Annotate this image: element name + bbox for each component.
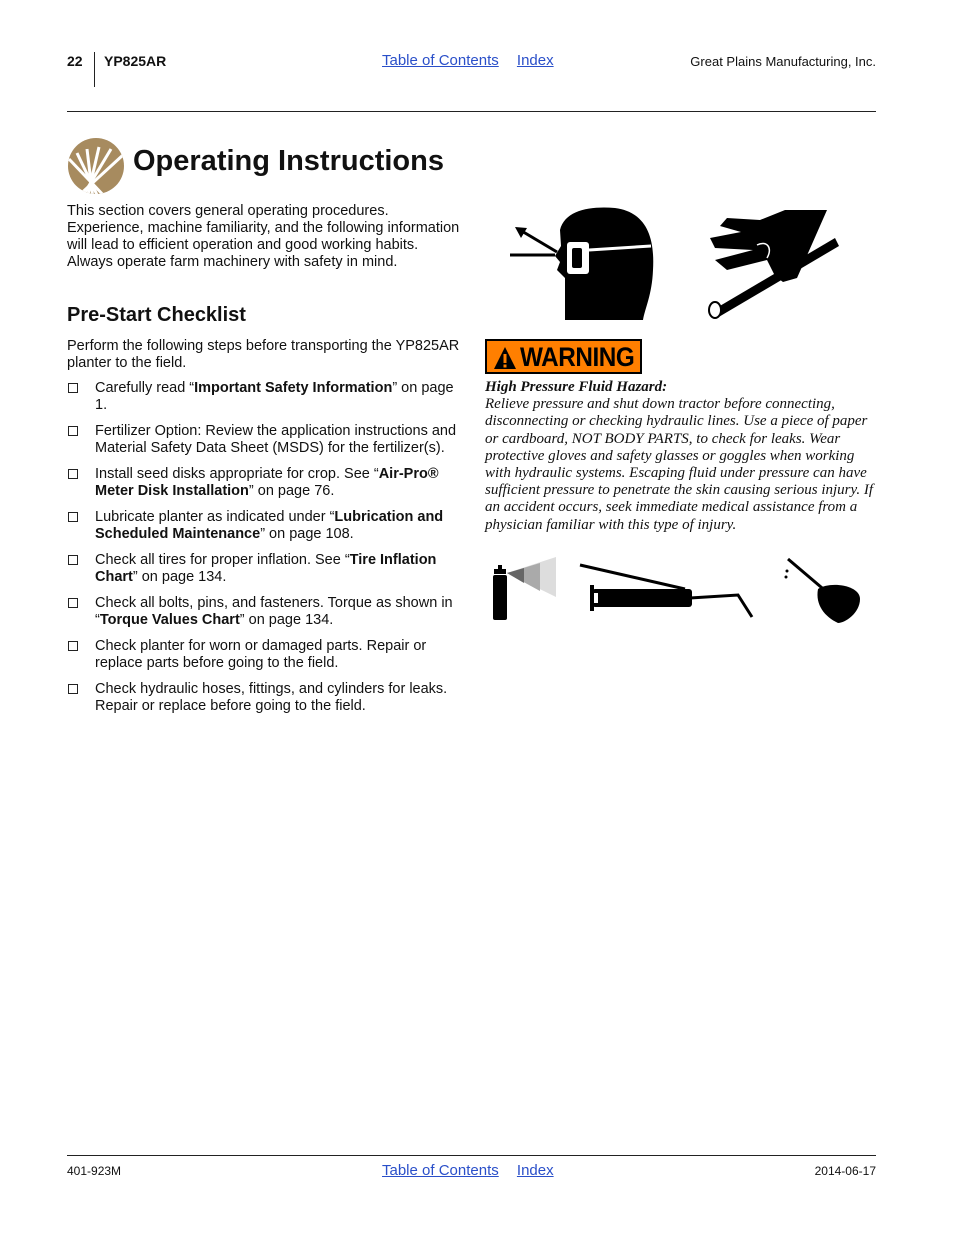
hand-hydraulic-leak-icon bbox=[709, 210, 839, 318]
footer-nav bbox=[382, 1162, 568, 1179]
toc-link[interactable]: Table of Contents bbox=[382, 52, 499, 69]
checkbox-icon bbox=[68, 512, 78, 522]
oil-can-icon bbox=[785, 559, 861, 623]
safety-glasses-head-icon bbox=[510, 208, 653, 320]
checklist-item: Check all tires for proper inflation. See “Tire Inflation Chart” on page 134. bbox=[67, 552, 462, 586]
checkbox-icon bbox=[68, 469, 78, 479]
page-title: Operating Instructions bbox=[133, 145, 444, 177]
checklist-item: Check all bolts, pins, and fasteners. Torque as shown in “Torque Values Chart” on page 134. bbox=[67, 595, 462, 629]
page-number: 22 bbox=[67, 53, 83, 69]
spray-can-icon bbox=[493, 557, 556, 620]
section-heading: Pre-Start Checklist bbox=[67, 304, 246, 326]
great-plains-logo-icon bbox=[67, 137, 125, 195]
publish-date: 2014-06-17 bbox=[814, 1164, 876, 1178]
hazard-title: High Pressure Fluid Hazard: bbox=[485, 379, 668, 395]
checkbox-icon bbox=[68, 684, 78, 694]
checkbox-icon bbox=[68, 598, 78, 608]
checklist-item: Install seed disks appropriate for crop. See “Air-Pro® Meter Disk Installation” on page 76. bbox=[67, 466, 462, 500]
model-name: YP825AR bbox=[104, 53, 167, 69]
checkbox-icon bbox=[68, 641, 78, 651]
checklist-item: Carefully read “Important Safety Information” on page 1. bbox=[67, 380, 462, 414]
header-divider bbox=[94, 52, 95, 87]
checklist-item: Fertilizer Option: Review the application instructions and Material Safety Data Sheet (MSDS) for the fertilizer(s). bbox=[67, 423, 462, 457]
checklist-lead: Perform the following steps before transporting the YP825AR planter to the field. bbox=[67, 338, 460, 371]
warning-label bbox=[485, 339, 642, 374]
index-link[interactable]: Index bbox=[516, 52, 554, 69]
company-name: Great Plains Manufacturing, Inc. bbox=[690, 54, 876, 69]
safety-illustrations bbox=[505, 200, 845, 325]
intro-paragraph: This section covers general operating procedures. Experience, machine familiarity, and the following information will lead to efficient operation and good working habits. Always operate farm machinery with safety in mind. bbox=[67, 203, 460, 270]
header-nav bbox=[382, 52, 568, 69]
index-link[interactable]: Index bbox=[516, 1162, 554, 1179]
checkbox-icon bbox=[68, 383, 78, 393]
hazard-text: Relieve pressure and shut down tractor before connecting, disconnecting or checking hydraulic lines. Use a piece of paper or cardboard, NOT BODY PARTS, to check for leaks. Wear protective gloves and safety glasses or goggles when working with hydraulic systems. Escaping fluid under pressure can have sufficient pressure to penetrate the skin causing serious injury. If an accident occurs, seek immediate medical assistance from a physician familiar with this type of injury. bbox=[485, 396, 874, 533]
grease-gun-icon bbox=[580, 565, 752, 617]
checklist-item: Check planter for worn or damaged parts. Repair or replace parts before going to the field. bbox=[67, 638, 462, 672]
checkbox-icon bbox=[68, 426, 78, 436]
checklist-item: Check hydraulic hoses, fittings, and cylinders for leaks. Repair or replace before going to the field. bbox=[67, 681, 462, 715]
header-rule bbox=[67, 111, 876, 112]
pre-start-checklist bbox=[67, 380, 462, 724]
toc-link[interactable]: Table of Contents bbox=[382, 1162, 499, 1179]
doc-number: 401-923M bbox=[67, 1164, 122, 1178]
footer-rule bbox=[67, 1155, 876, 1156]
checklist-item: Lubricate planter as indicated under “Lubrication and Scheduled Maintenance” on page 108. bbox=[67, 509, 462, 543]
warning-text: WARNING bbox=[520, 342, 635, 372]
hazard-message bbox=[485, 379, 877, 534]
checkbox-icon bbox=[68, 555, 78, 565]
tool-illustrations bbox=[490, 555, 865, 625]
warning-triangle-icon bbox=[493, 346, 517, 370]
